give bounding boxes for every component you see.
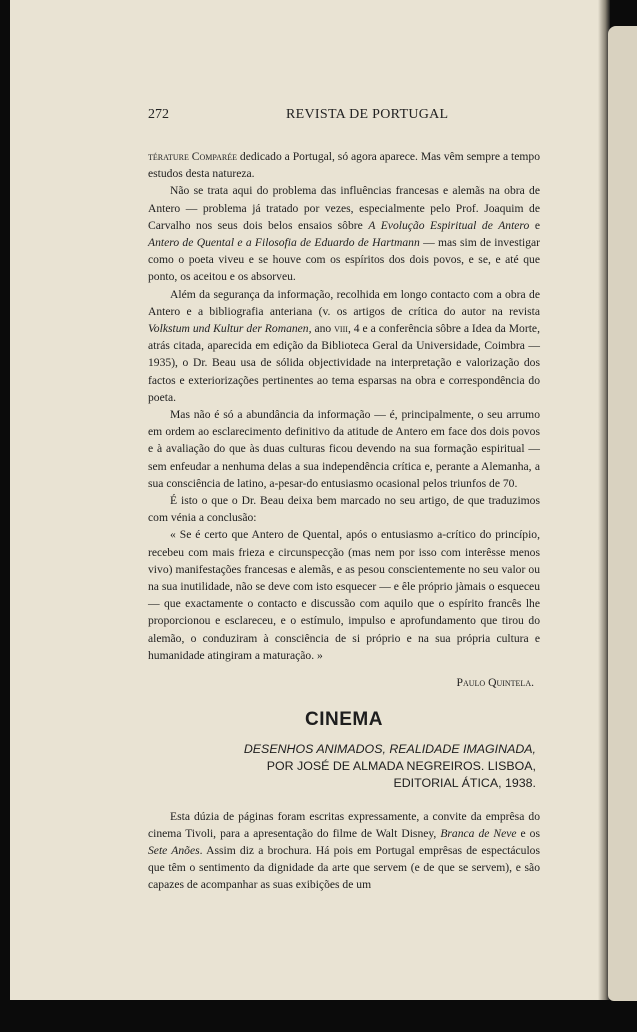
paragraph-text: ano: [311, 322, 335, 336]
paragraph-1: [148, 148, 540, 182]
film-title: Sete Anões: [148, 843, 200, 857]
paragraph-text: dedicado a Portugal, só agora aparece. Mas vêm sempre a tempo estudos desta natureza.: [148, 150, 540, 181]
paragraph-text: . Assim diz a brochura. Há pois em Portugal emprêsas de espectáculos que têm o sentimento da dignidade da arte que servem (e de que se servem), e são capazes de acompanhar as suas exibições de um: [148, 843, 540, 892]
book-reference-publisher: EDITORIAL ÁTICA, 1938.: [393, 775, 536, 790]
quotation: « Se é certo que Antero de Quental, após o entusiasmo a-crítico do princípio, recebeu com mais frieza e circunspecção (mas nem por isso com interêsse menos vivo) manifestações francesas e alemãs, e as pesou conscientemente no seu valor ou na sua inutilidade, não se deve com isto esquecer — e êle próprio jàmais o esqueceu — que exactamente o contacto e discussão com aquilo que o espírito francês lhe proporcionou e esclareceu, e o estímulo, impulso e aprofundamento que tirou do alemão, o conduziram à consciência de si próprio e na sua própria cultura e humanidade atingiram a maturação. »: [148, 528, 540, 662]
film-title: Branca de Neve: [440, 826, 517, 840]
book-reference-title: DESENHOS ANIMADOS, REALIDADE IMAGINADA,: [243, 741, 536, 756]
section-paragraph-1: [148, 808, 540, 894]
paragraph-text: Além da segurança da informação, recolhida em longo contacto com a obra de Antero e a bibliografia anteriana (v. os artigos de crítica do autor na revista: [148, 287, 540, 318]
paragraph-text: Esta dúzia de páginas foram escritas expressamente, a convite da emprêsa do cinema Tivoli, para a apresentação do filme de Walt Disney,: [148, 809, 540, 840]
page-number: 272: [148, 107, 169, 122]
book-title: A Evolução Espiritual de Antero: [368, 218, 530, 232]
paragraph-2: [148, 182, 540, 285]
small-caps-text: térature Comparée: [148, 150, 238, 163]
running-head: REVISTA DE PORTUGAL: [286, 107, 449, 122]
paragraph-5: É isto o que o Dr. Beau deixa bem marcado no seu artigo, de que traduzimos com vénia a conclusão:: [148, 494, 540, 525]
paragraph-4: Mas não é só a abundância da informação — é, principalmente, o seu arrumo em ordem ao esclarecimento definitivo da atitude de Antero em face dos dois povos e à avaliação do que às duas culturas ficou devendo na sua formação espiritual — sem enfeudar a nenhuma delas a sua independência crítica e, perante a Alemanha, a sua consciência de latino, a-pesar-do entusiasmo ocasional pelos triunfos de 70.: [148, 408, 540, 490]
book-reference: [148, 741, 536, 792]
section-title: CINEMA: [305, 709, 383, 731]
page-body: [148, 148, 540, 894]
author-signature: Paulo Quintela.: [456, 676, 534, 690]
book-title: Antero de Quental e a Filosofia de Eduardo de Hartmann: [148, 236, 420, 250]
volume-number: viii: [334, 322, 348, 336]
paragraph-text: e: [529, 218, 541, 232]
paragraph-text: Não se trata aqui do problema das influências francesas e alemãs na obra de Antero — problema já tratado por vezes, especialmente pelo Prof. Joaquim de Carvalho nos seus dois belos ensaios sôbre: [148, 184, 540, 232]
paragraph-text: , 4 e a conferência sôbre a Idea da Morte, atrás citada, aparecida em edição da Biblioteca Geral da Universidade, Coimbra — 1935), o Dr. Beau usa de sólida objectividade na interpretação e valorização dos factos e exteriorizações pertinentes ao tema esparsas na obra e correspondência do poeta.: [148, 322, 540, 404]
paragraph-text: e os: [516, 826, 540, 840]
book-reference-author: POR JOSÉ DE ALMADA NEGREIROS. LISBOA,: [266, 758, 536, 773]
paragraph-text: — mas sim de investigar como o poeta viveu e se houve com os espíritos dos dois povos, e se, e até que ponto, os aceitou e os absorveu.: [148, 236, 540, 284]
next-page-edge: [608, 26, 637, 1001]
journal-title: Volkstum und Kultur der Romanen,: [148, 322, 312, 336]
paragraph-3: [148, 286, 540, 406]
